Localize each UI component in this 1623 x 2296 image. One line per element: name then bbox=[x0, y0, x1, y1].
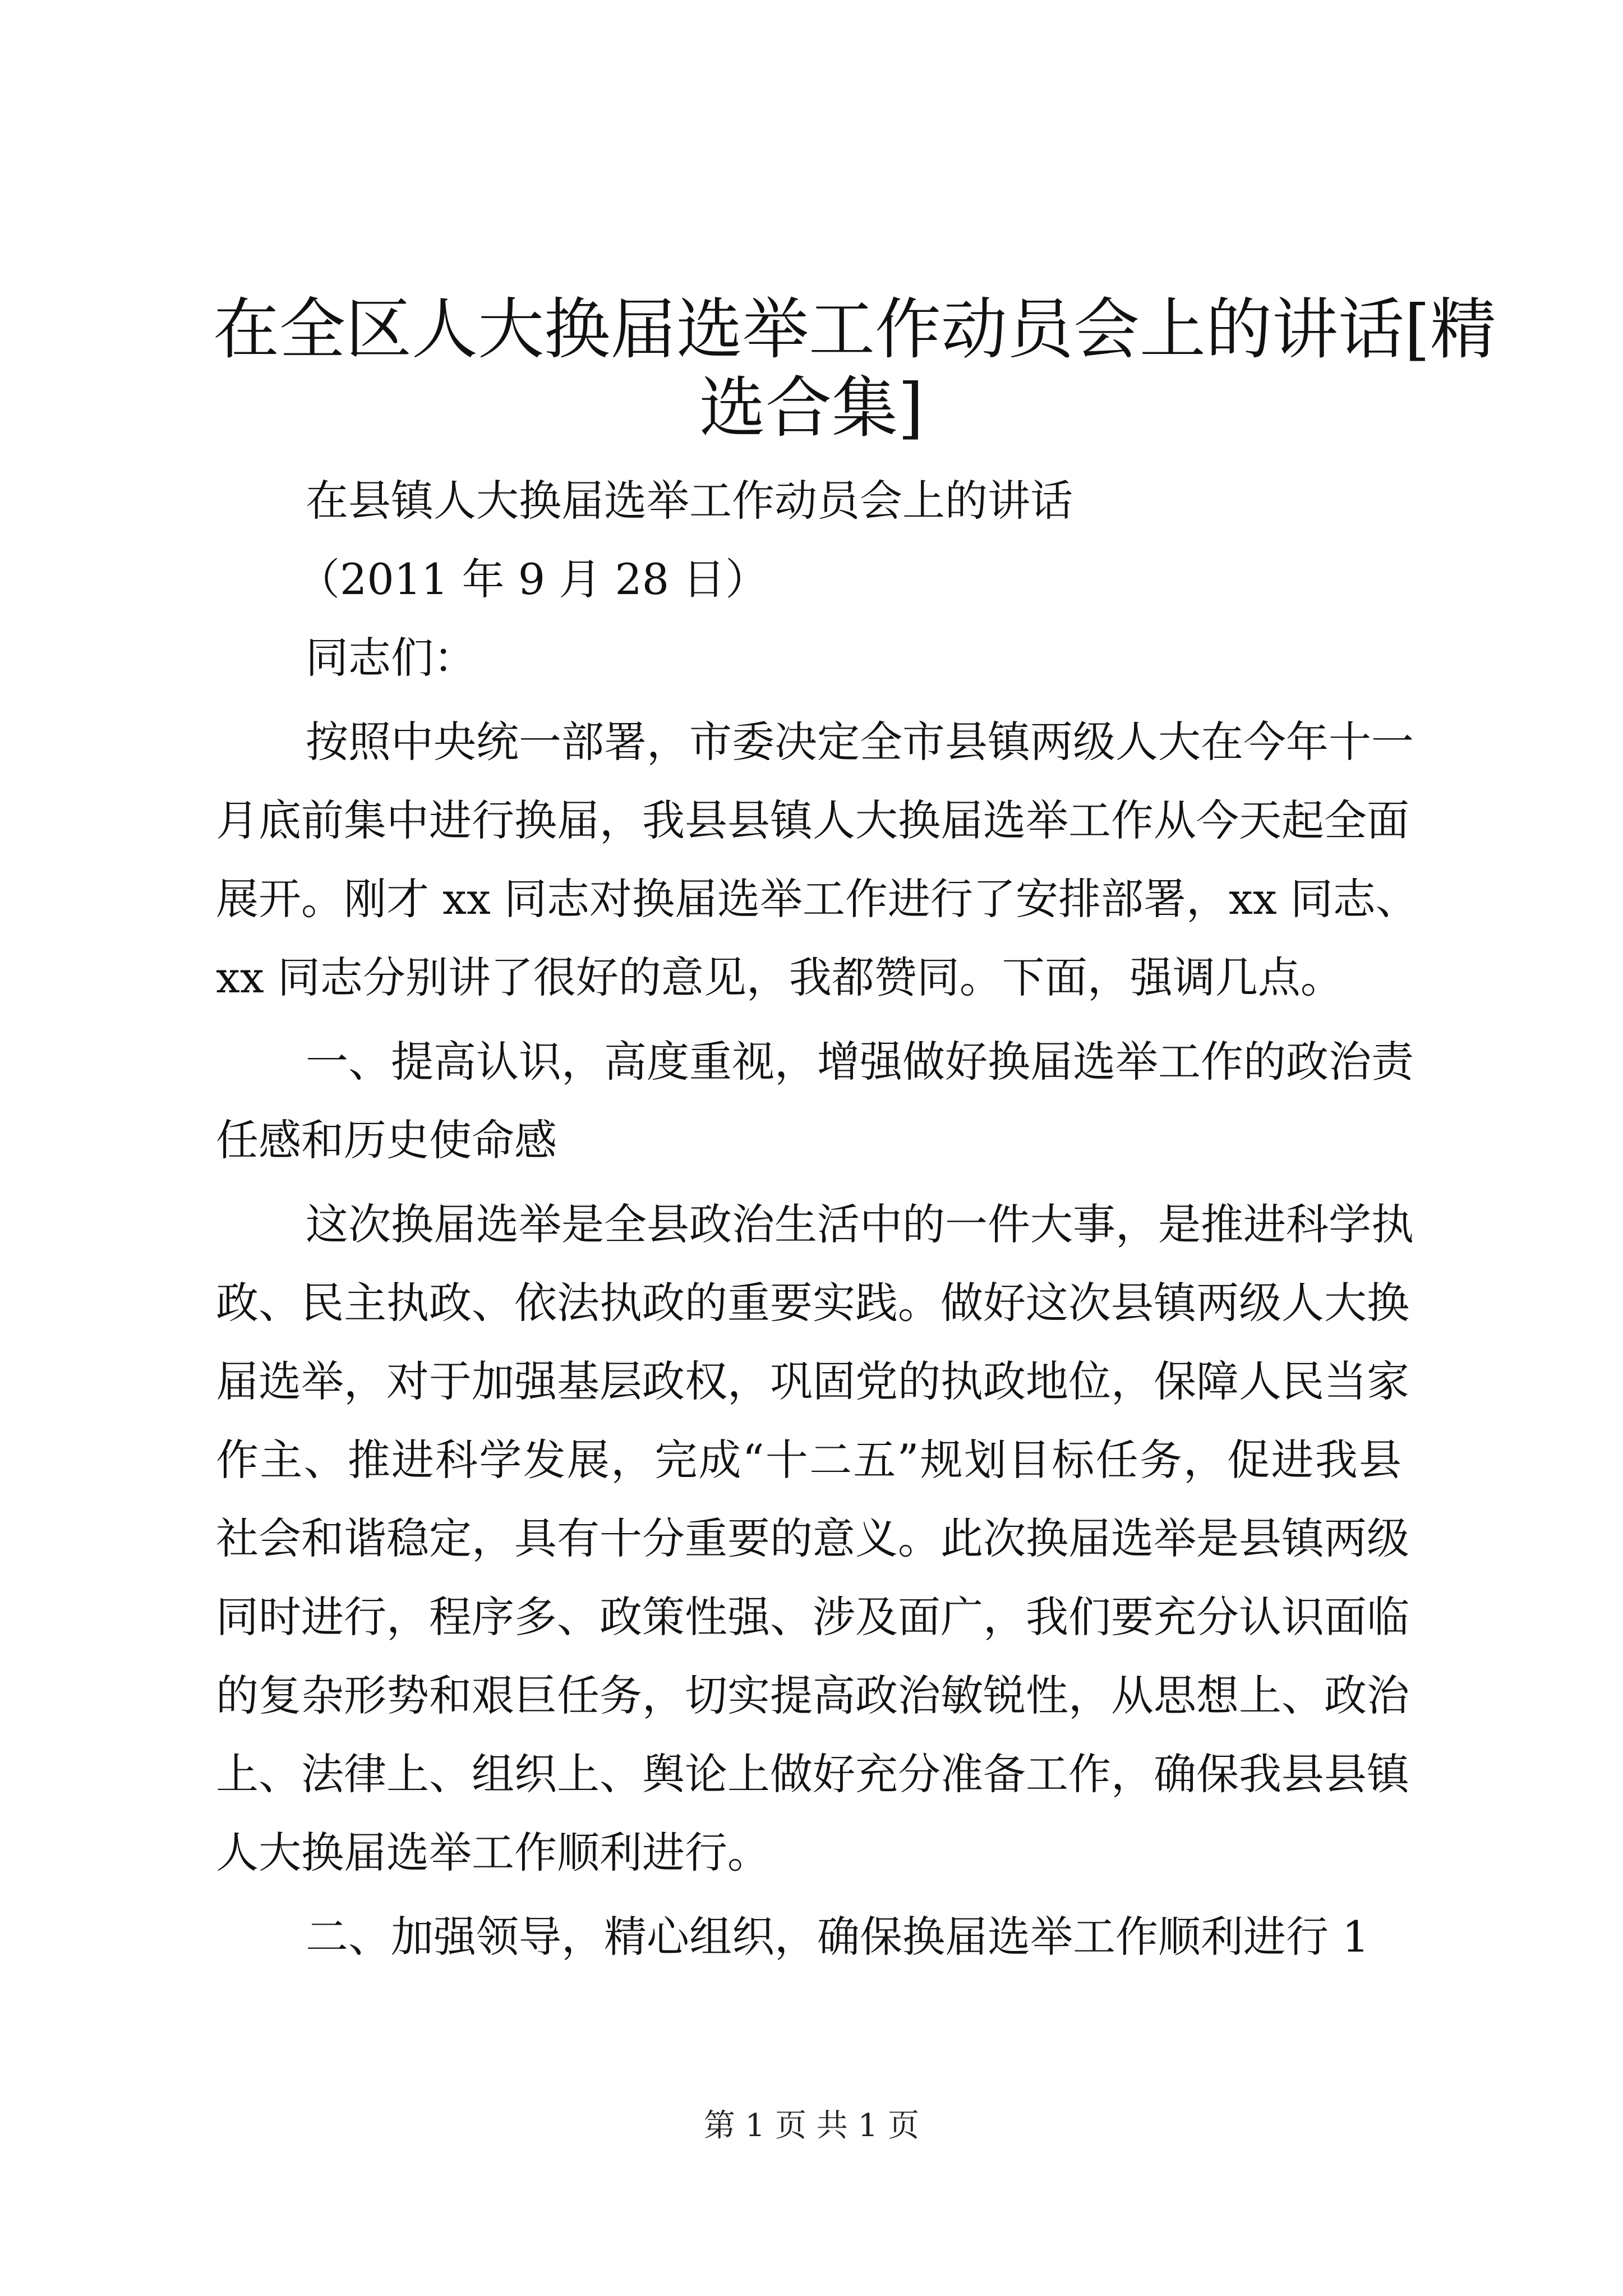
section-heading: 二、加强领导，精心组织，确保换届选举工作顺利进行 1 bbox=[306, 1912, 1370, 1962]
body-line: 人大换届选举工作顺利进行。 bbox=[216, 1828, 770, 1878]
section-heading-cont: 任感和历史使命感 bbox=[216, 1115, 557, 1165]
body-line: xx 同志分别讲了很好的意见，我都赞同。下面，强调几点。 bbox=[216, 953, 1343, 1002]
body-line: 这次换届选举是全县政治生活中的一件大事，是推进科学执 bbox=[306, 1199, 1414, 1249]
body-line: 展开。刚才 xx 同志对换届选举工作进行了安排部署，xx 同志、 bbox=[216, 874, 1418, 924]
document-subtitle: 在县镇人大换届选举工作动员会上的讲话 bbox=[306, 476, 1073, 526]
body-line: 作主、推进科学发展，完成“十二五”规划目标任务，促进我县 bbox=[216, 1435, 1401, 1485]
body-line: 按照中央统一部署，市委决定全市县镇两级人大在今年十一 bbox=[306, 717, 1414, 767]
body-line: 同时进行，程序多、政策性强、涉及面广，我们要充分认识面临 bbox=[216, 1592, 1409, 1642]
page-footer: 第 1 页 共 1 页 bbox=[703, 2108, 920, 2144]
body-line: 上、法律上、组织上、舆论上做好充分准备工作，确保我县县镇 bbox=[216, 1749, 1409, 1799]
document-date: （2011 年 9 月 28 日） bbox=[297, 554, 768, 604]
document-title-line-2: 选合集] bbox=[699, 369, 924, 447]
body-line: 的复杂形势和艰巨任务，切实提高政治敏锐性，从思想上、政治 bbox=[216, 1671, 1409, 1720]
salutation: 同志们： bbox=[306, 633, 476, 683]
body-line: 届选举，对于加强基层政权，巩固党的执政地位，保障人民当家 bbox=[216, 1356, 1409, 1406]
document-title-line-1: 在全区人大换届选举工作动员会上的讲话[精 bbox=[213, 291, 1497, 368]
section-heading: 一、提高认识，高度重视，增强做好换届选举工作的政治责 bbox=[306, 1037, 1414, 1087]
body-line: 政、民主执政、依法执政的重要实践。做好这次县镇两级人大换 bbox=[216, 1278, 1409, 1328]
body-line: 月底前集中进行换届，我县县镇人大换届选举工作从今天起全面 bbox=[216, 795, 1409, 845]
body-line: 社会和谐稳定，具有十分重要的意义。此次换届选举是县镇两级 bbox=[216, 1513, 1409, 1563]
